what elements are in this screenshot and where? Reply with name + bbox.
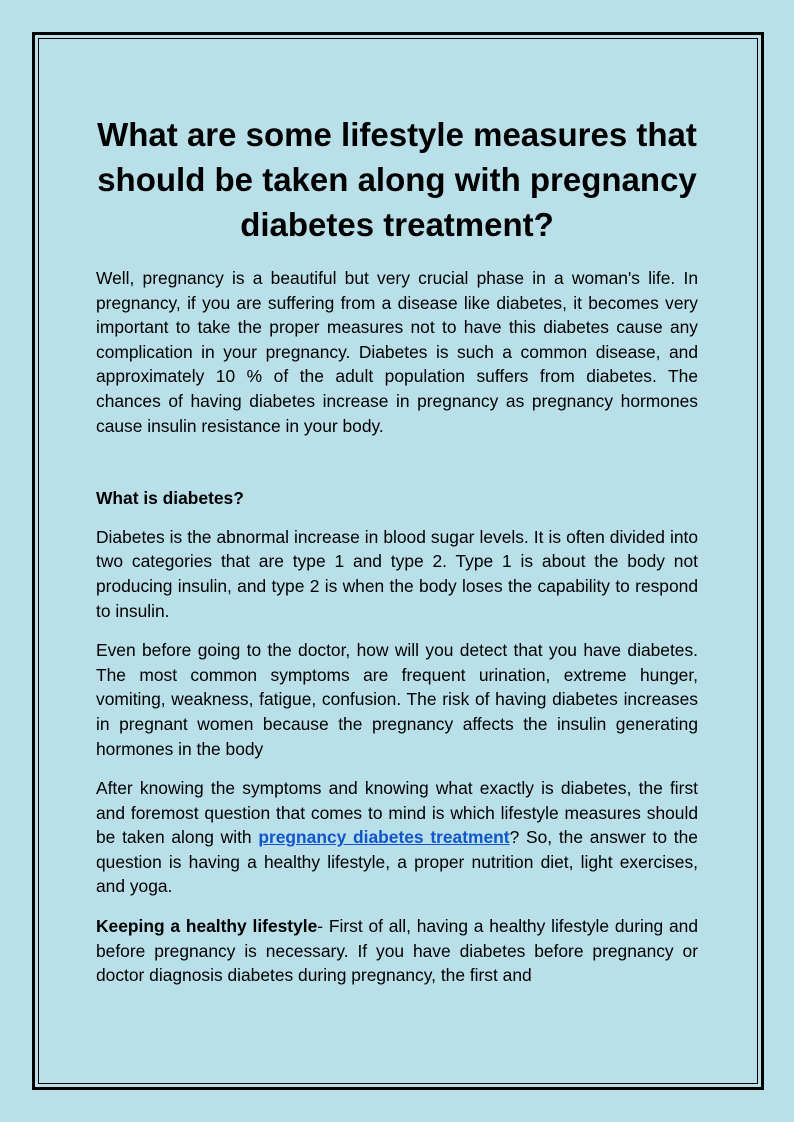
pregnancy-diabetes-treatment-link[interactable]: pregnancy diabetes treatment [258,827,510,848]
intro-paragraph: Well, pregnancy is a beautiful but very crucial phase in a woman's life. In pregnancy, if you are suffering from a disease like diabetes, it becomes very important to take the proper measures not to have this diabetes cause any complication in your pregnancy. Diabetes is such a common disease, and approximately 10 % of the adult population suffers from diabetes. The chances of having diabetes increase in pregnancy as pregnancy hormones cause insulin resistance in your body. [96,268,698,436]
healthy-lifestyle-text: - First of all, having a healthy lifestyle during and before pregnancy is necessary. If you have diabetes before pregnancy or doctor diagnosis diabetes during pregnancy, the first and [96,916,698,986]
paragraph-diabetes-definition: Diabetes is the abnormal increase in blood sugar levels. It is often divided into two categories that are type 1 and type 2. Type 1 is about the body not producing insulin, and type 2 is when the body loses the capability to respond to insulin. [96,526,698,621]
section-heading: What is diabetes? [96,488,244,509]
document-body [96,112,698,1003]
healthy-lifestyle-lead: Keeping a healthy lifestyle [96,916,318,937]
paragraph-healthy-lifestyle [96,914,698,988]
paragraph-lifestyle-question [96,776,698,899]
paragraph-text-after-link: ? So, the answer to the question is having a healthy lifestyle, a proper nutrition diet, light exercises, and yoga. [96,827,698,897]
paragraph-symptoms: Even before going to the doctor, how will you detect that you have diabetes. The most common symptoms are frequent urination, extreme hunger, vomiting, weakness, fatigue, confusion. The risk of having diabetes increases in pregnant women because the pregnancy affects the insulin generating hormones in the body [96,640,698,759]
page-title: What are some lifestyle measures that should be taken along with pregnancy diabetes treatment? [97,116,697,243]
paragraph-text-before-link: After knowing the symptoms and knowing what exactly is diabetes, the first and foremost question that comes to mind is which lifestyle measures should be taken along with [96,778,698,848]
